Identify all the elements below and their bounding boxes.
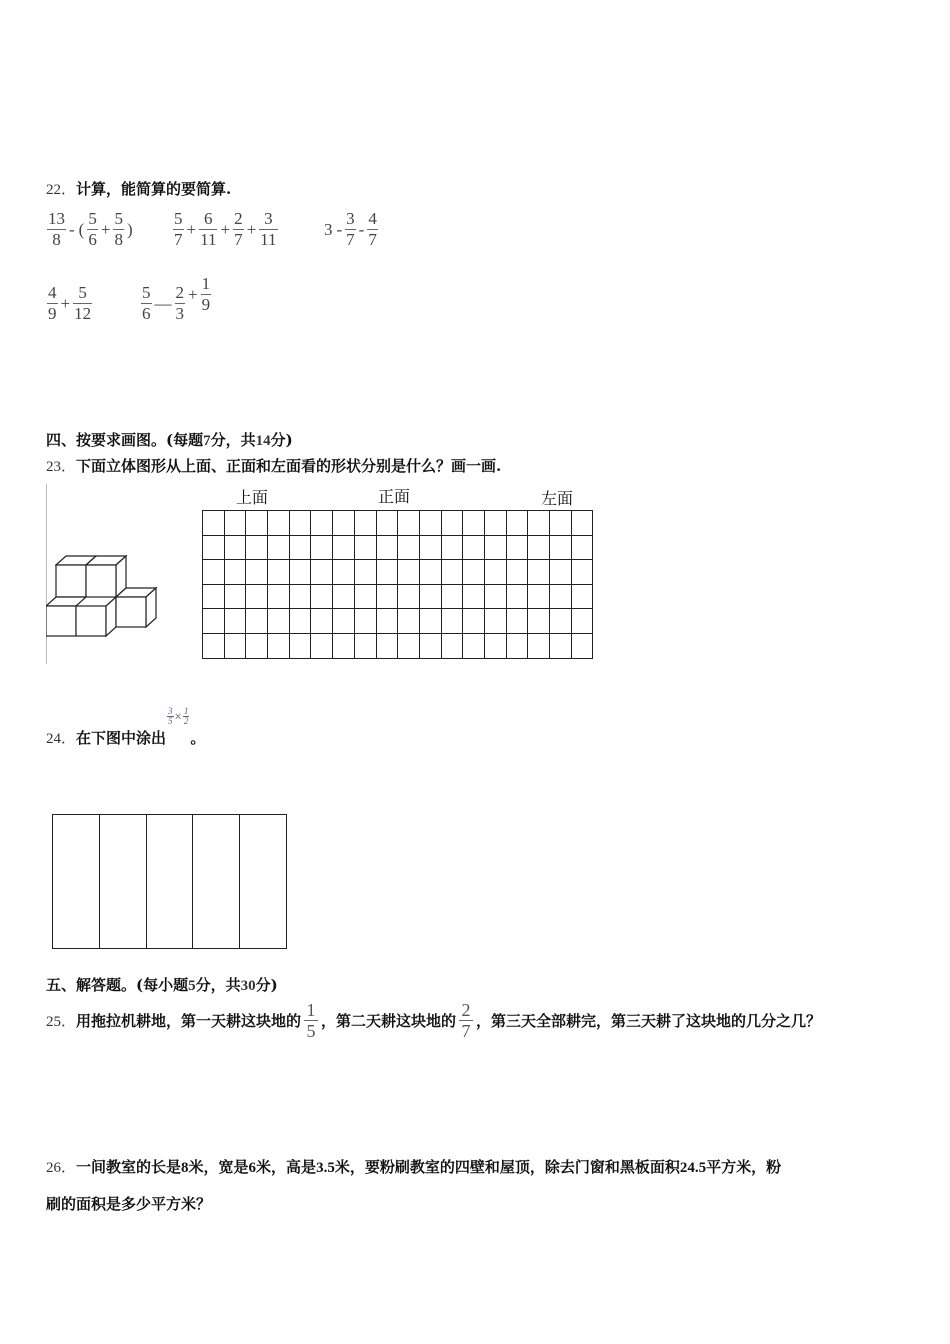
strip-cell[interactable] — [193, 815, 240, 949]
grid-cell[interactable] — [311, 560, 333, 585]
q22-expr-3: 3 - $\frac{3}{7}$ - $\frac{4}{7}$ — [324, 209, 377, 249]
grid-cell[interactable] — [268, 609, 290, 634]
section-4-heading: 四、按要求画图。(每题7分，共14分) — [46, 431, 293, 449]
grid-cell[interactable] — [333, 511, 355, 536]
grid-cell[interactable] — [528, 511, 550, 536]
grid-cell[interactable] — [571, 584, 593, 609]
grid-label-left: 左面 — [541, 491, 574, 508]
grid-cell[interactable] — [550, 511, 572, 536]
grid-cell[interactable] — [289, 609, 311, 634]
grid-cell[interactable] — [528, 560, 550, 585]
grid-cell[interactable] — [376, 560, 398, 585]
grid-cell[interactable] — [354, 584, 376, 609]
grid-cell[interactable] — [484, 584, 506, 609]
grid-cell[interactable] — [246, 511, 268, 536]
q22-expr-2: $\frac{5}{7}$ + $\frac{6}{11}$ + $\frac{2}{7}$ + $\frac{3}{11}$ — [174, 209, 277, 249]
grid-cell[interactable] — [203, 633, 225, 658]
grid-cell[interactable] — [550, 560, 572, 585]
grid-cell[interactable] — [419, 609, 441, 634]
grid-cell[interactable] — [398, 511, 420, 536]
grid-cell[interactable] — [333, 633, 355, 658]
grid-cell[interactable] — [376, 535, 398, 560]
grid-cell[interactable] — [203, 584, 225, 609]
grid-cell[interactable] — [484, 560, 506, 585]
grid-cell[interactable] — [463, 609, 485, 634]
grid-cell[interactable] — [311, 535, 333, 560]
grid-label-front: 正面 — [378, 489, 411, 506]
q24-title: 24．在下图中涂出 $\frac{3}{5}$ × $\frac{1}{2}$ 。 — [46, 706, 206, 747]
grid-cell[interactable] — [441, 633, 463, 658]
grid-cell[interactable] — [484, 633, 506, 658]
grid-cell[interactable] — [398, 560, 420, 585]
grid-cell[interactable] — [289, 560, 311, 585]
shading-rectangle[interactable] — [52, 814, 287, 949]
grid-cell[interactable] — [268, 633, 290, 658]
grid-cell[interactable] — [463, 511, 485, 536]
grid-cell[interactable] — [289, 584, 311, 609]
grid-cell[interactable] — [419, 535, 441, 560]
grid-cell[interactable] — [419, 511, 441, 536]
grid-cell[interactable] — [333, 609, 355, 634]
grid-cell[interactable] — [571, 633, 593, 658]
grid-cell[interactable] — [224, 535, 246, 560]
grid-cell[interactable] — [484, 535, 506, 560]
q25-text: 25．用拖拉机耕地，第一天耕这块地的 $\frac{1}{5}$ ，第二天耕这块地的 $\frac{2}{7}$ ，第三天全部耕完，第三天耕了这块地的几分之几？ — [46, 1000, 822, 1041]
grid-cell[interactable] — [268, 584, 290, 609]
grid-cell[interactable] — [311, 511, 333, 536]
grid-cell[interactable] — [224, 584, 246, 609]
grid-cell[interactable] — [398, 609, 420, 634]
strip-cell[interactable] — [53, 815, 100, 949]
grid-cell[interactable] — [289, 511, 311, 536]
grid-cell[interactable] — [246, 560, 268, 585]
grid-cell[interactable] — [354, 609, 376, 634]
grid-cell[interactable] — [203, 535, 225, 560]
drawing-grid[interactable] — [202, 510, 593, 659]
grid-cell[interactable] — [463, 633, 485, 658]
grid-cell[interactable] — [398, 535, 420, 560]
q22-title: 22．计算，能简算的要简算. — [46, 180, 232, 198]
grid-cell[interactable] — [311, 633, 333, 658]
grid-cell[interactable] — [268, 535, 290, 560]
grid-cell[interactable] — [463, 535, 485, 560]
grid-cell[interactable] — [419, 560, 441, 585]
grid-cell[interactable] — [224, 511, 246, 536]
grid-cell[interactable] — [289, 633, 311, 658]
grid-cell[interactable] — [463, 560, 485, 585]
grid-cell[interactable] — [398, 633, 420, 658]
grid-cell[interactable] — [441, 560, 463, 585]
strip-cell[interactable] — [99, 815, 146, 949]
grid-cell[interactable] — [506, 633, 528, 658]
strip-cell[interactable] — [240, 815, 287, 949]
q26-text-line1: 26．一间教室的长是8米，宽是6米，高是3.5米，要粉刷教室的四壁和屋顶，除去门窗和黑板面积24.5平方米，粉 — [46, 1158, 782, 1176]
q22-expr-5: $\frac{5}{6}$ — $\frac{2}{3}$ + $\frac{1}{9}$ — [142, 274, 211, 323]
grid-cell[interactable] — [571, 609, 593, 634]
grid-cell[interactable] — [550, 535, 572, 560]
grid-cell[interactable] — [224, 633, 246, 658]
grid-cell[interactable] — [246, 535, 268, 560]
grid-cell[interactable] — [246, 609, 268, 634]
grid-cell[interactable] — [333, 560, 355, 585]
grid-cell[interactable] — [354, 633, 376, 658]
grid-cell[interactable] — [354, 535, 376, 560]
grid-cell[interactable] — [528, 633, 550, 658]
grid-cell[interactable] — [441, 609, 463, 634]
grid-cell[interactable] — [203, 511, 225, 536]
grid-cell[interactable] — [203, 609, 225, 634]
grid-cell[interactable] — [528, 584, 550, 609]
q24-expression: $\frac{3}{5}$ × $\frac{1}{2}$ — [168, 706, 189, 726]
grid-cell[interactable] — [268, 560, 290, 585]
grid-cell[interactable] — [463, 584, 485, 609]
grid-cell[interactable] — [246, 633, 268, 658]
grid-cell[interactable] — [268, 511, 290, 536]
grid-cell[interactable] — [550, 609, 572, 634]
grid-row — [203, 633, 593, 658]
grid-cell[interactable] — [528, 535, 550, 560]
grid-cell[interactable] — [376, 609, 398, 634]
grid-cell[interactable] — [571, 535, 593, 560]
grid-cell[interactable] — [419, 633, 441, 658]
grid-cell[interactable] — [311, 609, 333, 634]
grid-cell[interactable] — [550, 633, 572, 658]
grid-cell[interactable] — [506, 560, 528, 585]
grid-cell[interactable] — [376, 511, 398, 536]
grid-cell[interactable] — [484, 609, 506, 634]
grid-cell[interactable] — [441, 584, 463, 609]
grid-cell[interactable] — [354, 560, 376, 585]
grid-cell[interactable] — [441, 511, 463, 536]
grid-cell[interactable] — [354, 511, 376, 536]
grid-cell[interactable] — [506, 535, 528, 560]
grid-cell[interactable] — [506, 511, 528, 536]
grid-cell[interactable] — [203, 560, 225, 585]
grid-row — [203, 609, 593, 634]
grid-cell[interactable] — [224, 609, 246, 634]
grid-cell[interactable] — [506, 584, 528, 609]
grid-cell[interactable] — [289, 535, 311, 560]
grid-row — [203, 560, 593, 585]
cube-solid-figure — [46, 553, 161, 639]
grid-row — [203, 511, 593, 536]
grid-cell[interactable] — [506, 609, 528, 634]
q26-text-line2: 刷的面积是多少平方米？ — [46, 1195, 212, 1213]
grid-cell[interactable] — [550, 584, 572, 609]
grid-cell[interactable] — [311, 584, 333, 609]
grid-cell[interactable] — [224, 560, 246, 585]
q22-expr-4: $\frac{4}{9}$ + $\frac{5}{12}$ — [48, 283, 92, 323]
grid-row — [203, 535, 593, 560]
q22-expr-1: $\frac{13}{8}$ - ( $\frac{5}{6}$ + $\frac{5}{8}$ ) — [48, 209, 133, 249]
grid-cell[interactable] — [484, 511, 506, 536]
strip-cell[interactable] — [146, 815, 193, 949]
grid-cell[interactable] — [333, 535, 355, 560]
grid-cell[interactable] — [246, 584, 268, 609]
grid-cell[interactable] — [398, 584, 420, 609]
grid-label-top: 上面 — [236, 490, 269, 507]
grid-cell[interactable] — [571, 560, 593, 585]
grid-cell[interactable] — [571, 511, 593, 536]
grid-cell[interactable] — [441, 535, 463, 560]
grid-cell[interactable] — [333, 584, 355, 609]
grid-cell[interactable] — [528, 609, 550, 634]
section-5-heading: 五、解答题。(每小题5分，共30分) — [46, 976, 278, 994]
q23-title: 23．下面立体图形从上面、正面和左面看的形状分别是什么？画一画. — [46, 457, 502, 475]
grid-cell[interactable] — [419, 584, 441, 609]
grid-cell[interactable] — [376, 584, 398, 609]
grid-cell[interactable] — [376, 633, 398, 658]
grid-row — [203, 584, 593, 609]
